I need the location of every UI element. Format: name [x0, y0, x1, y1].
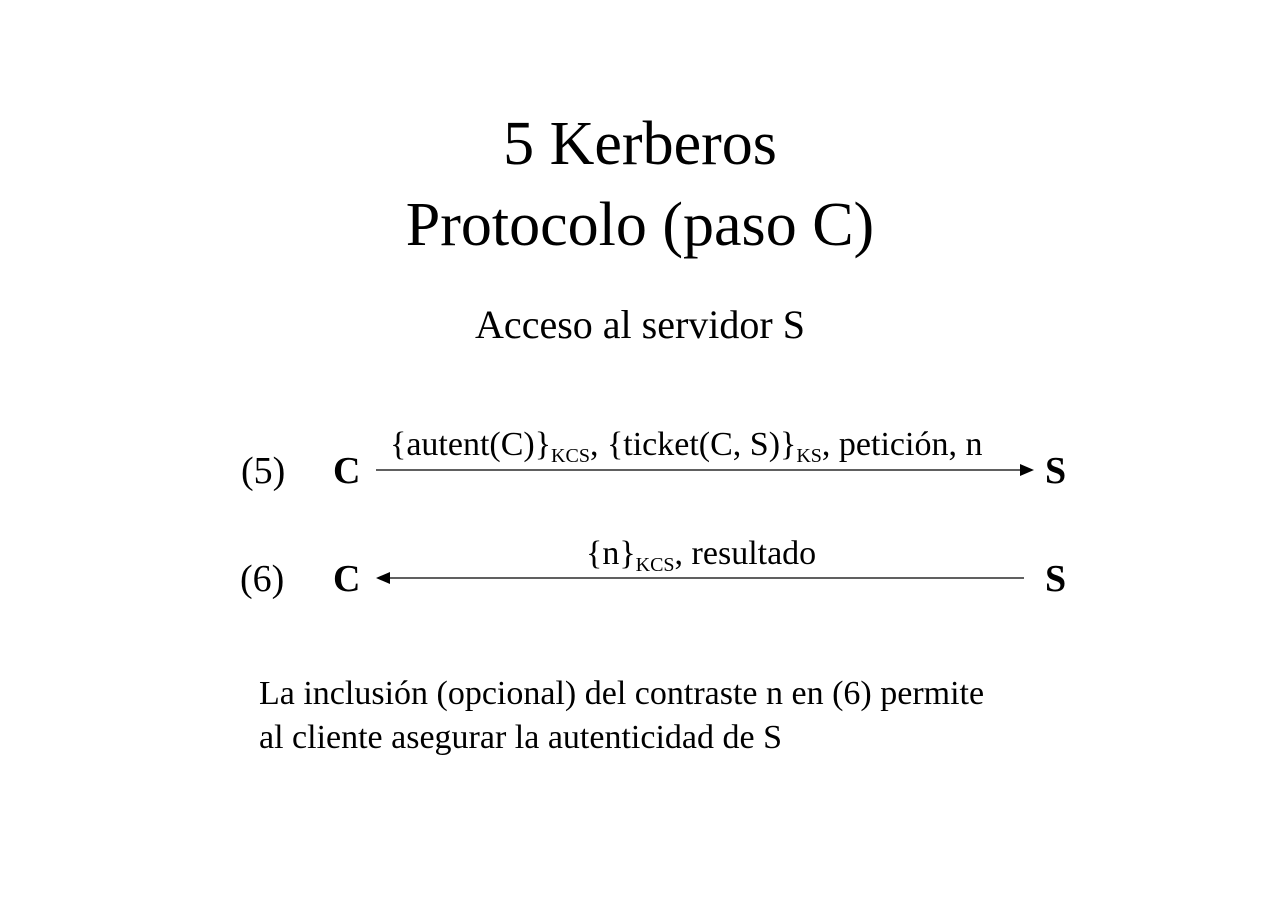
- note-line-2: al cliente asegurar la autenticidad de S: [259, 719, 782, 756]
- step-5-to-party: S: [1045, 450, 1067, 492]
- step-5-msg-key-2: KS: [796, 445, 822, 467]
- step-5-number: (5): [241, 450, 286, 492]
- step-6-message: [586, 535, 817, 576]
- step-6-to-party: S: [1045, 558, 1067, 600]
- step-5-msg-part-2: , {ticket(C, S)}: [589, 426, 797, 463]
- step-5-message: [390, 426, 983, 467]
- step-6-msg-part-2: , resultado: [674, 535, 817, 572]
- step-5-msg-key-1: KCS: [551, 445, 590, 467]
- step-5-from-party: C: [333, 450, 361, 492]
- arrow-step-5-head: [1020, 464, 1034, 476]
- step-6-msg-key-1: KCS: [635, 554, 675, 576]
- step-6-number: (6): [240, 558, 285, 600]
- arrow-step-6-head: [376, 572, 390, 584]
- step-5-msg-part-3: , petición, n: [821, 426, 983, 463]
- note-line-1: La inclusión (opcional) del contraste n en (6) permite: [259, 675, 985, 712]
- step-6-msg-part-1: {n}: [586, 535, 636, 572]
- step-5-msg-part-1: {autent(C)}: [390, 426, 552, 463]
- step-6-from-party: C: [333, 558, 361, 600]
- explanation-note: [259, 672, 984, 760]
- slide-title-line-2: Protocolo (paso C): [405, 191, 875, 259]
- slide-subtitle: Acceso al servidor S: [475, 302, 805, 347]
- slide-title-line-1: 5 Kerberos: [503, 110, 777, 178]
